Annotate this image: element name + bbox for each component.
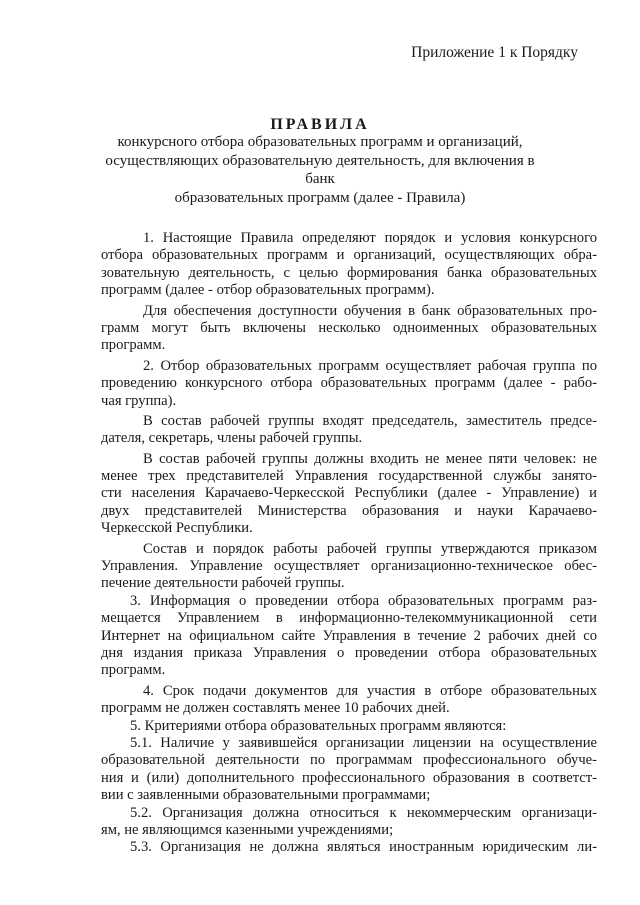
paragraph-line: Черкесской Республики. [101, 520, 253, 537]
paragraph-line: менее трех представителей Управления государственной службы занято- [101, 468, 597, 485]
document-subtitle [100, 133, 540, 207]
paragraph-line: 5.3. Организация не должна являться иностранным юридическим ли- [130, 839, 597, 856]
paragraph-line: 5.1. Наличие у заявившейся организации лицензии на осуществление [130, 734, 597, 751]
paragraph-line: мещается Управлением в информационно-телекоммуникационной сети [101, 610, 597, 627]
paragraph-line: Интернет на официальном сайте Управления в течение 2 рабочих дней со [101, 627, 597, 644]
paragraph-line: ния и (или) дополнительного профессионального образования в соответст- [101, 769, 597, 786]
paragraph-line: печение деятельности рабочей группы. [101, 575, 345, 592]
paragraph-line: грамм могут быть включены несколько одноименных образовательных [101, 319, 597, 336]
paragraph-line: зовательную деятельность, с целью формирования банка образовательных [101, 264, 597, 281]
paragraph-line: программ (далее - отбор образовательных программ). [101, 282, 435, 299]
subtitle-line: конкурсного отбора образовательных программ и организаций, [117, 134, 523, 150]
paragraph-line: программ. [101, 662, 166, 679]
paragraph-line: программ. [101, 337, 166, 354]
paragraph-line: проведению конкурсного отбора образовательных программ (далее - рабо- [101, 375, 597, 392]
paragraph-line: двух представителей Министерства образования и науки Карачаево- [101, 502, 597, 519]
paragraph-line: программ не должен составлять менее 10 рабочих дней. [101, 700, 450, 717]
paragraph-line: 1. Настоящие Правила определяют порядок и условия конкурсного [143, 230, 597, 246]
appendix-label: Приложение 1 к Порядку [411, 44, 578, 61]
paragraph-line: ям, не являющимся казенными учреждениями; [101, 821, 394, 838]
paragraph-line: образовательной деятельности по программам профессионального обуче- [101, 752, 597, 769]
subtitle-line: осуществляющих образовательную деятельность, для включения в банк [105, 152, 535, 187]
paragraph-line: вии с заявленными образовательными программами; [101, 787, 431, 804]
paragraph-line: отбора образовательных программ и организаций, осуществляющих обра- [101, 247, 597, 264]
paragraph-line: дня издания приказа Управления о проведении отбора образовательных [101, 644, 597, 661]
paragraph-line: сти населения Карачаево-Черкесской Республики (далее - Управление) и [101, 485, 597, 502]
paragraph-line: дателя, секретарь, члены рабочей группы. [101, 430, 363, 447]
paragraph-line: 2. Отбор образовательных программ осуществляет рабочая группа по [143, 357, 597, 374]
paragraph-line: Состав и порядок работы рабочей группы утверждаются приказом [143, 540, 597, 557]
paragraph-line: чая группа). [101, 392, 177, 409]
paragraph-line: В состав рабочей группы входят председатель, заместитель предсе- [143, 412, 597, 429]
subtitle-line: образовательных программ (далее - Правила) [174, 189, 466, 206]
paragraph-line: 5.2. Организация должна относиться к некоммерческим организаци- [130, 804, 597, 821]
document-body [101, 230, 597, 857]
document-title: ПРАВИЛА [270, 116, 370, 133]
paragraph-line: Для обеспечения доступности обучения в банк образовательных про- [143, 302, 597, 319]
paragraph-line: В состав рабочей группы должны входить не менее пяти человек: не [143, 450, 597, 467]
paragraph-line: 5. Критериями отбора образовательных программ являются: [130, 717, 507, 734]
paragraph-line: Управления. Управление осуществляет организационно-техническое обес- [101, 558, 597, 575]
paragraph-line: 4. Срок подачи документов для участия в отборе образовательных [143, 682, 597, 699]
paragraph-line: 3. Информация о проведении отбора образовательных программ раз- [130, 592, 597, 609]
